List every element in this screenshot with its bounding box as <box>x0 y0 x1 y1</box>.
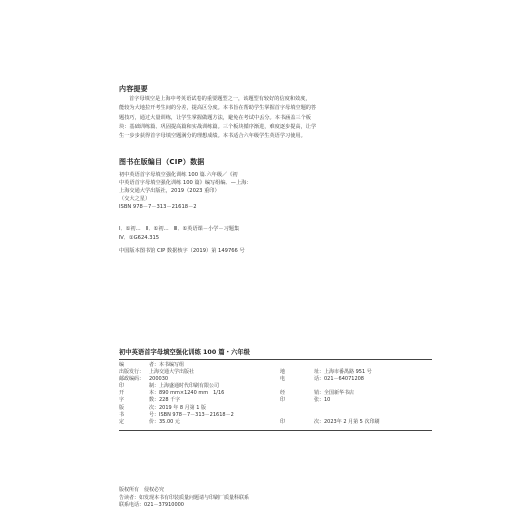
publication-info-right-top <box>280 369 372 383</box>
publication-info-left <box>119 362 234 426</box>
info-row: 电 话：021－64071208 <box>280 376 364 383</box>
summary-line: 块：基础训练篇、巩固提高篇和实战训练篇。三个板块循序渐进，难度逐步提高，让学 <box>119 123 317 130</box>
summary-heading: 内容提要 <box>119 85 148 93</box>
cip-line: 上海交通大学出版社，2019（2023 重印） <box>119 188 220 194</box>
rights-line: 告读者：如发现本书有印装质量问题请与印刷厂质量科联系 <box>119 494 250 501</box>
cip-record-number: 中国版本图书馆 CIP 数据核字（2019）第 149766 号 <box>119 248 245 254</box>
info-row: 开 本：890 mm×1240 mm 1/16 <box>119 390 225 397</box>
info-row: 经 销：全国新华书店 <box>280 390 355 396</box>
cip-line: 中英语首字母填空强化训练 100 篇》编写组编．—上海： <box>119 180 252 186</box>
info-row: 定 价：35.00 元 <box>119 418 180 425</box>
rights-line: 联系电话：021－37910000 <box>119 502 184 509</box>
summary-line: 生一步步获得首字母填空题满分的理想成绩。本书适合六年级学生英语学习使用。 <box>119 133 306 140</box>
cip-line: （交大之星） <box>119 196 151 202</box>
info-row: 版 次：2019 年 8 月第 1 版 <box>119 404 207 411</box>
book-title: 初中英语首字母填空强化训练 100 篇・六年级 <box>119 349 250 356</box>
info-row: 字 数：228 千字 <box>119 397 181 404</box>
info-row: 出版发行： 上海交通大学出版社 <box>119 369 195 376</box>
summary-line: 首字母填空是上海中考英语试卷的重要题型之一，该题型有较好的信度和效度， <box>129 96 311 102</box>
cip-classification: Ⅰ．①初… Ⅱ．①初… Ⅲ．①英语课－小学－习题集 <box>119 226 240 232</box>
summary-paragraph <box>119 95 411 141</box>
cip-line: 初中英语首字母填空强化训练 100 篇.六年级／《初 <box>119 172 238 178</box>
info-row: 印 次：2023年 2 月第 5 次印刷 <box>280 419 380 425</box>
cip-heading: 图书在版编目（CIP）数据 <box>119 158 205 166</box>
publication-info-right-bottom <box>280 419 379 426</box>
summary-line: 能较为大地拉开考生间的分差，提高区分度。本书旨在帮助学生掌握首字母填空题的答 <box>119 105 317 112</box>
info-row: 编 者：本书编写组 <box>119 362 185 368</box>
info-row: 印 制：上海盛通时代印刷有限公司 <box>119 383 220 390</box>
summary-line: 题技巧，通过大量训练，让学生掌握做题方法，避免在考试中丢分。本书涵盖三个板 <box>119 114 311 121</box>
info-row: 书 号：ISBN 978－7－313－21618－2 <box>119 411 234 418</box>
info-row: 邮政编码： 200030 <box>119 376 169 383</box>
rights-line: 版权所有 侵权必究 <box>119 487 165 493</box>
divider <box>119 430 432 431</box>
publication-info-right-mid <box>280 390 354 404</box>
info-row: 印 张：10 <box>280 397 331 404</box>
cip-classification: Ⅳ．①G624.315 <box>119 235 160 241</box>
rights-notice <box>119 487 249 510</box>
info-row: 地 址：上海市番禺路 951 号 <box>280 369 372 375</box>
cip-isbn: ISBN 978－7－313－21618－2 <box>119 204 197 210</box>
divider <box>119 359 432 360</box>
